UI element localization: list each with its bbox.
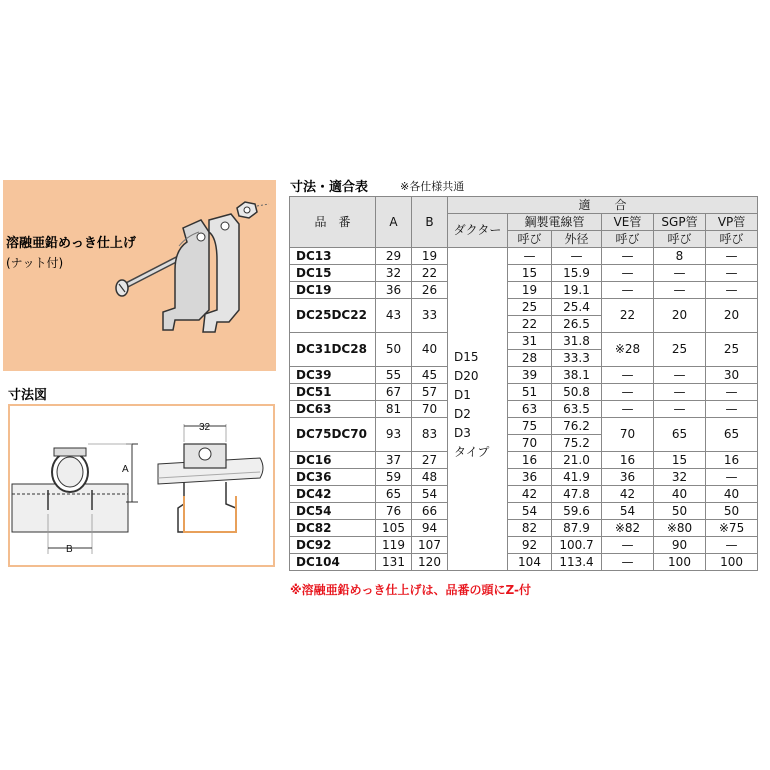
table-row <box>290 452 758 469</box>
table-row <box>290 384 758 401</box>
ve-nominal-cell: ※28 <box>602 333 654 367</box>
sgp-nominal-cell: 50 <box>654 503 706 520</box>
dimension-diagram-panel <box>8 404 275 567</box>
sgp-nominal-cell: 20 <box>654 299 706 333</box>
ve-nominal-cell: — <box>602 282 654 299</box>
ve-nominal-cell: 42 <box>602 486 654 503</box>
steel-nominal-cell: 31 <box>508 333 552 350</box>
dimension-a-cell: 32 <box>376 265 412 282</box>
dimension-b-cell: 27 <box>412 452 448 469</box>
vp-nominal-cell: — <box>706 537 758 554</box>
dimension-b-cell: 48 <box>412 469 448 486</box>
dimension-a-cell: 105 <box>376 520 412 537</box>
ve-nominal-cell: ※82 <box>602 520 654 537</box>
part-number-cell: DC13 <box>290 248 376 265</box>
dimension-a-cell: 43 <box>376 299 412 333</box>
vp-nominal-cell: — <box>706 469 758 486</box>
dimension-a-cell: 50 <box>376 333 412 367</box>
dimension-b-cell: 57 <box>412 384 448 401</box>
dimension-a-cell: 59 <box>376 469 412 486</box>
steel-nominal-cell: 51 <box>508 384 552 401</box>
ve-nominal-cell: 22 <box>602 299 654 333</box>
header-b: B <box>412 197 448 248</box>
side-view-drawing <box>158 424 263 532</box>
steel-od-cell: 50.8 <box>552 384 602 401</box>
steel-od-cell: 25.4 <box>552 299 602 316</box>
duct-type-value: D1 <box>454 388 471 402</box>
header-ve: VE管 <box>602 214 654 231</box>
vp-nominal-cell: 50 <box>706 503 758 520</box>
steel-nominal-cell: 19 <box>508 282 552 299</box>
duct-type-value: D3 <box>454 426 471 440</box>
dimension-b-cell: 33 <box>412 299 448 333</box>
table-row <box>290 520 758 537</box>
sgp-nominal-cell: 25 <box>654 333 706 367</box>
header-a: A <box>376 197 412 248</box>
steel-od-cell: 113.4 <box>552 554 602 571</box>
part-number-cell: DC31DC28 <box>290 333 376 367</box>
dimension-diagram-title: 寸法図 <box>8 388 48 403</box>
nut-drawing <box>237 202 269 218</box>
steel-od-cell: 87.9 <box>552 520 602 537</box>
steel-od-cell: 15.9 <box>552 265 602 282</box>
vp-nominal-cell: 20 <box>706 299 758 333</box>
steel-nominal-cell: 63 <box>508 401 552 418</box>
sgp-nominal-cell: — <box>654 282 706 299</box>
steel-od-cell: 41.9 <box>552 469 602 486</box>
ve-nominal-cell: — <box>602 401 654 418</box>
dimension-a-cell: 131 <box>376 554 412 571</box>
duct-type-value: D2 <box>454 407 471 421</box>
steel-od-cell: 63.5 <box>552 401 602 418</box>
steel-nominal-cell: 39 <box>508 367 552 384</box>
part-number-cell: DC82 <box>290 520 376 537</box>
steel-od-cell: 31.8 <box>552 333 602 350</box>
finish-label: 溶融亜鉛めっき仕上げ <box>6 236 136 251</box>
ve-nominal-cell: — <box>602 265 654 282</box>
table-row <box>290 401 758 418</box>
dimension-b-cell: 54 <box>412 486 448 503</box>
product-illustration-panel <box>3 180 276 371</box>
part-number-cell: DC16 <box>290 452 376 469</box>
dimension-a-cell: 29 <box>376 248 412 265</box>
table-row <box>290 537 758 554</box>
spec-table <box>289 196 758 571</box>
part-number-cell: DC19 <box>290 282 376 299</box>
dimension-a-cell: 93 <box>376 418 412 452</box>
part-number-cell: DC75DC70 <box>290 418 376 452</box>
dimension-b-label: B <box>66 544 73 555</box>
steel-nominal-cell: 28 <box>508 350 552 367</box>
steel-nominal-cell: 82 <box>508 520 552 537</box>
part-number-cell: DC36 <box>290 469 376 486</box>
dimension-drawing <box>10 406 273 565</box>
steel-od-cell: 26.5 <box>552 316 602 333</box>
part-number-cell: DC51 <box>290 384 376 401</box>
duct-type-list <box>448 248 507 462</box>
vp-nominal-cell: ※75 <box>706 520 758 537</box>
vp-nominal-cell: — <box>706 282 758 299</box>
ve-nominal-cell: 36 <box>602 469 654 486</box>
steel-nominal-cell: 104 <box>508 554 552 571</box>
table-row <box>290 367 758 384</box>
dimension-a-cell: 55 <box>376 367 412 384</box>
sgp-nominal-cell: — <box>654 384 706 401</box>
duct-type-cell <box>448 248 508 571</box>
ve-nominal-cell: 70 <box>602 418 654 452</box>
part-number-cell: DC104 <box>290 554 376 571</box>
duct-type-value: D20 <box>454 369 479 383</box>
dimension-b-cell: 26 <box>412 282 448 299</box>
dimension-b-cell: 107 <box>412 537 448 554</box>
steel-nominal-cell: 15 <box>508 265 552 282</box>
vp-nominal-cell: — <box>706 384 758 401</box>
sgp-nominal-cell: 40 <box>654 486 706 503</box>
dimension-b-cell: 19 <box>412 248 448 265</box>
header-duct: ダクター <box>448 214 508 248</box>
dimension-b-cell: 22 <box>412 265 448 282</box>
dimension-b-cell: 120 <box>412 554 448 571</box>
steel-od-cell: 76.2 <box>552 418 602 435</box>
vp-nominal-cell: 30 <box>706 367 758 384</box>
steel-nominal-cell: 36 <box>508 469 552 486</box>
header-vp-nominal: 呼び <box>706 231 758 248</box>
steel-od-cell: 59.6 <box>552 503 602 520</box>
steel-nominal-cell: 70 <box>508 435 552 452</box>
header-sgp-nominal: 呼び <box>654 231 706 248</box>
ve-nominal-cell: — <box>602 367 654 384</box>
ve-nominal-cell: 16 <box>602 452 654 469</box>
vp-nominal-cell: — <box>706 248 758 265</box>
ve-nominal-cell: — <box>602 537 654 554</box>
finish-note: (ナット付) <box>6 256 64 270</box>
table-row <box>290 503 758 520</box>
steel-nominal-cell: 22 <box>508 316 552 333</box>
header-steel-nominal: 呼び <box>508 231 552 248</box>
dimension-32-label: 32 <box>199 422 211 433</box>
header-steel: 鋼製電線管 <box>508 214 602 231</box>
dimension-a-cell: 37 <box>376 452 412 469</box>
front-view-drawing <box>12 444 138 554</box>
sgp-nominal-cell: — <box>654 367 706 384</box>
part-number-cell: DC15 <box>290 265 376 282</box>
header-sgp: SGP管 <box>654 214 706 231</box>
steel-nominal-cell: 42 <box>508 486 552 503</box>
vp-nominal-cell: — <box>706 265 758 282</box>
header-ve-nominal: 呼び <box>602 231 654 248</box>
header-part: 品 番 <box>290 197 376 248</box>
part-number-cell: DC42 <box>290 486 376 503</box>
dimension-b-cell: 94 <box>412 520 448 537</box>
part-number-cell: DC54 <box>290 503 376 520</box>
sgp-nominal-cell: 90 <box>654 537 706 554</box>
dimension-a-cell: 119 <box>376 537 412 554</box>
sgp-nominal-cell: — <box>654 265 706 282</box>
header-vp: VP管 <box>706 214 758 231</box>
ve-nominal-cell: 54 <box>602 503 654 520</box>
table-row <box>290 299 758 316</box>
steel-od-cell: 47.8 <box>552 486 602 503</box>
sgp-nominal-cell: 32 <box>654 469 706 486</box>
table-row <box>290 282 758 299</box>
part-number-cell: DC63 <box>290 401 376 418</box>
vp-nominal-cell: 25 <box>706 333 758 367</box>
duct-type-value: D15 <box>454 350 479 364</box>
sgp-nominal-cell: 15 <box>654 452 706 469</box>
vp-nominal-cell: — <box>706 401 758 418</box>
dimension-a-cell: 65 <box>376 486 412 503</box>
steel-nominal-cell: 92 <box>508 537 552 554</box>
steel-nominal-cell: 16 <box>508 452 552 469</box>
dimension-b-cell: 83 <box>412 418 448 452</box>
vp-nominal-cell: 65 <box>706 418 758 452</box>
pipe-clamp-illustration <box>3 180 276 371</box>
steel-od-cell: 33.3 <box>552 350 602 367</box>
table-row <box>290 469 758 486</box>
table-row <box>290 333 758 350</box>
table-title: 寸法・適合表 <box>290 180 369 195</box>
table-row <box>290 248 758 265</box>
sgp-nominal-cell: — <box>654 401 706 418</box>
header-steel-od: 外径 <box>552 231 602 248</box>
spec-table-body <box>290 248 758 571</box>
dimension-a-cell: 67 <box>376 384 412 401</box>
steel-od-cell: 75.2 <box>552 435 602 452</box>
table-row <box>290 265 758 282</box>
steel-nominal-cell: — <box>508 248 552 265</box>
table-note: ※各仕様共通 <box>400 180 465 193</box>
vp-nominal-cell: 100 <box>706 554 758 571</box>
table-row <box>290 486 758 503</box>
dimension-b-cell: 66 <box>412 503 448 520</box>
ve-nominal-cell: — <box>602 554 654 571</box>
duct-type-value: タイプ <box>454 445 490 459</box>
part-number-cell: DC92 <box>290 537 376 554</box>
dimension-a-cell: 36 <box>376 282 412 299</box>
header-fit: 適 合 <box>448 197 758 214</box>
ve-nominal-cell: — <box>602 248 654 265</box>
table-row <box>290 418 758 435</box>
sgp-nominal-cell: 65 <box>654 418 706 452</box>
part-number-cell: DC25DC22 <box>290 299 376 333</box>
steel-od-cell: — <box>552 248 602 265</box>
steel-nominal-cell: 75 <box>508 418 552 435</box>
steel-od-cell: 100.7 <box>552 537 602 554</box>
vp-nominal-cell: 16 <box>706 452 758 469</box>
table-row <box>290 554 758 571</box>
dimension-b-cell: 40 <box>412 333 448 367</box>
dimension-a-cell: 81 <box>376 401 412 418</box>
sgp-nominal-cell: ※80 <box>654 520 706 537</box>
footnote: ※溶融亜鉛めっき仕上げは、品番の頭にZ-付 <box>290 583 532 597</box>
steel-nominal-cell: 54 <box>508 503 552 520</box>
dimension-b-cell: 70 <box>412 401 448 418</box>
steel-od-cell: 19.1 <box>552 282 602 299</box>
steel-nominal-cell: 25 <box>508 299 552 316</box>
dimension-a-cell: 76 <box>376 503 412 520</box>
ve-nominal-cell: — <box>602 384 654 401</box>
steel-od-cell: 21.0 <box>552 452 602 469</box>
dimension-b-cell: 45 <box>412 367 448 384</box>
dimension-a-label: A <box>122 464 129 475</box>
steel-od-cell: 38.1 <box>552 367 602 384</box>
part-number-cell: DC39 <box>290 367 376 384</box>
sgp-nominal-cell: 100 <box>654 554 706 571</box>
vp-nominal-cell: 40 <box>706 486 758 503</box>
sgp-nominal-cell: 8 <box>654 248 706 265</box>
